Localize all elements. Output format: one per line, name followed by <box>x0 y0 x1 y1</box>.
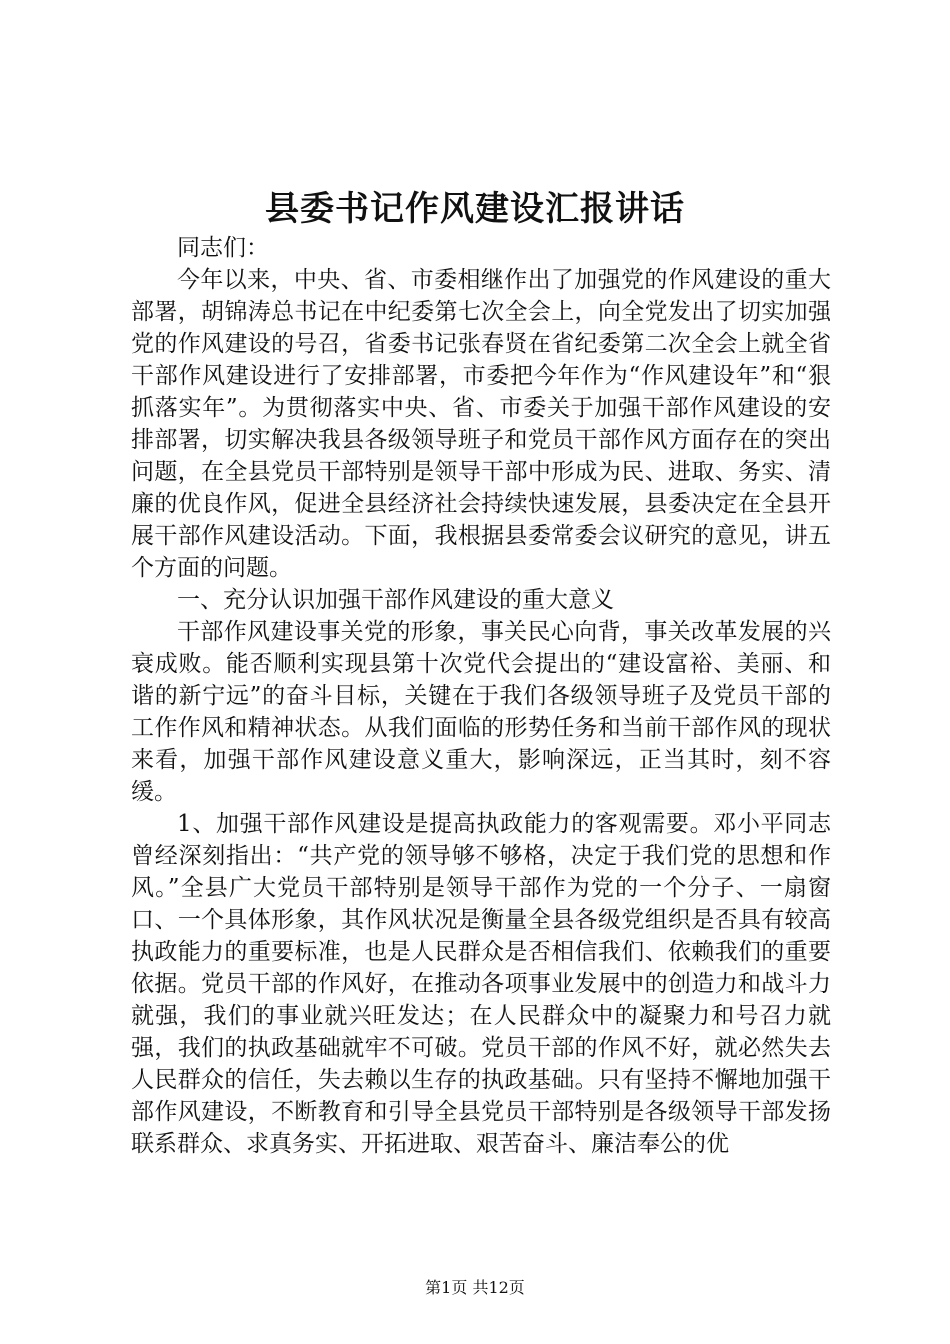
document-title: 县委书记作风建设汇报讲话 <box>265 189 685 229</box>
salutation: 同志们： <box>177 235 269 261</box>
paragraph-intro: 今年以来，中央、省、市委相继作出了加强党的作风建设的重大部署，胡锦涛总书记在中纪委第七次全会上，向全党发出了切实加强党的作风建设的号召，省委书记张春贤在省纪委第二次全会上就全省干部作风建设进行了安排部署，市委把今年作为“作风建设年”和“狠抓落实年”。为贯彻落实中央、省、市委关于加强干部作风建设的安排部署，切实解决我县各级领导班子和党员干部作风方面存在的突出问题，在全县党员干部特别是领导干部中形成为民、进取、务实、清廉的优良作风，促进全县经济社会持续快速发展，县委决定在全县开展干部作风建设活动。下面，我根据县委常委会议研究的意见，讲五个方面的问题。 <box>131 267 831 581</box>
document-body <box>131 232 831 1160</box>
paragraph-point-1: 1、加强干部作风建设是提高执政能力的客观需要。邓小平同志曾经深刻指出：“共产党的领导够不够格，决定于我们党的思想和作风。”全县广大党员干部特别是领导干部作为党的一个分子、一扇窗口、一个具体形象，其作风状况是衡量全县各级党组织是否具有较高执政能力的重要标准，也是人民群众是否相信我们、依赖我们的重要依据。党员干部的作风好，在推动各项事业发展中的创造力和战斗力就强，我们的事业就兴旺发达；在人民群众中的凝聚力和号召力就强，我们的执政基础就牢不可破。党员干部的作风不好，就必然失去人民群众的信任，失去赖以生存的执政基础。只有坚持不懈地加强干部作风建设，不断教育和引导全县党员干部特别是各级领导干部发扬联系群众、求真务实、开拓进取、艰苦奋斗、廉洁奉公的优 <box>131 811 831 1157</box>
section-heading-1: 一、充分认识加强干部作风建设的重大意义 <box>177 587 614 613</box>
page-number-footer: 第1页 共12页 <box>425 1278 525 1297</box>
paragraph-section-1: 干部作风建设事关党的形象，事关民心向背，事关改革发展的兴衰成败。能否顺利实现县第十次党代会提出的“建设富裕、美丽、和谐的新宁远”的奋斗目标，关键在于我们各级领导班子及党员干部的工作作风和精神状态。从我们面临的形势任务和当前干部作风的现状来看，加强干部作风建设意义重大，影响深远，正当其时，刻不容缓。 <box>131 619 831 805</box>
